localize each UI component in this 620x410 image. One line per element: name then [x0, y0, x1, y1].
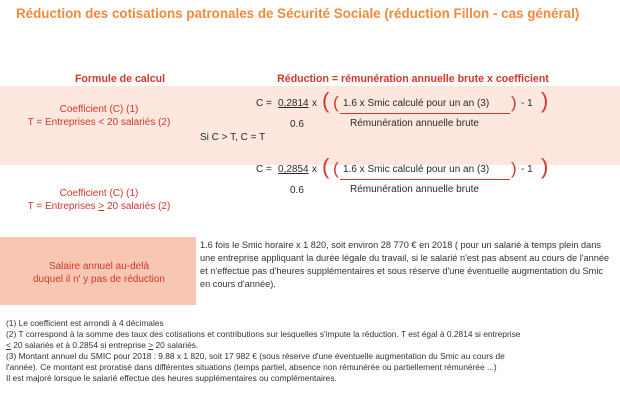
row1-c-prefix: C = [256, 98, 272, 109]
footnote-3c: Il est majoré lorsque le salarié effectue des heures supplémentaires ou complémentaires. [6, 373, 337, 383]
column-header-formula: Formule de calcul [74, 73, 166, 85]
footnote-3b: l'année). Ce montant est proratisé dans différentes situations (temps partiel, absence non rémunérée ou partiellement rémunérée ...) [6, 362, 497, 372]
row2-times: x [312, 164, 317, 175]
footnote-2b: < 20 salariés et à 0.2854 si entreprise > 20 salariés. [6, 340, 199, 350]
row2-coef: 0,2854 [278, 164, 309, 175]
row2-formula: C = 0,2854 x 0.6 ( ( 1.6 x Smic calculé pour un an (3) ) - 1 ) Rémunération annuelle brute [256, 154, 549, 196]
row1-label-line2: T = Entreprises < 20 salariés (2) [27, 117, 171, 128]
page-title: Réduction des cotisations patronales de Sécurité Sociale (réduction Fillon - cas général) [16, 6, 580, 21]
row2-label-line1: Coefficient (C) (1) [59, 188, 139, 199]
footnotes [6, 318, 612, 384]
row1-numerator: 1.6 x Smic calculé pour un an (3) [343, 98, 490, 109]
row2-label-line2: T = Entreprises > 20 salariés (2) [27, 201, 171, 212]
row2-c-prefix: C = [256, 164, 272, 175]
row3-label-line2: duquel il n' y pas de réduction [33, 274, 165, 285]
row1-formula: C = 0,2814 x 0.6 ( ( 1.6 x Smic calculé pour un an (3) ) - 1 ) Rémunération annuelle brute [256, 88, 549, 130]
row3-label-line1: Salaire annuel au-delà [48, 261, 150, 272]
footnote-2a: (2) T correspond à la somme des taux des cotisations et contributions sur lesquelles s'impute la réduction. T est égal à 0.2814 si entreprise [6, 329, 521, 339]
row2-numerator: 1.6 x Smic calculé pour un an (3) [343, 164, 490, 175]
row1-label [6, 103, 192, 129]
footnote-1: (1) Le coefficient est arrondi à 4 décimales [6, 318, 164, 328]
row3-description: 1.6 fois le Smic horaire x 1 820, soit environ 28 770 € en 2018 ( pour un salarié à temps plein dans une entreprise appliquant la durée légale du travail, si le salarié n'est pas absent au cours de l'année et n'effectue pas d'heures supplémentaires et sous réserve d'une éventuelle augmentation du Smic en cours d'année). [200, 240, 610, 289]
row1-denominator: 0.6 [290, 119, 304, 130]
row1-times: x [312, 98, 317, 109]
row1-label-line1: Coefficient (C) (1) [59, 104, 139, 115]
row1-frac-denominator: Rémunération annuelle brute [350, 118, 479, 129]
row2-denominator: 0.6 [290, 185, 304, 196]
row3-label [6, 260, 192, 286]
condition-text: Si C > T, C = T [200, 132, 266, 143]
row2-label [6, 187, 192, 213]
row1-coef: 0,2814 [278, 98, 309, 109]
row1-minus-one: - 1 [521, 98, 533, 109]
row2-frac-denominator: Rémunération annuelle brute [350, 184, 479, 195]
footnote-3a: (3) Montant annuel du SMIC pour 2018 : 9.88 x 1 820, soit 17 982 € (sous réserve d'une éventuelle augmentation du Smic au cours de [6, 351, 505, 361]
row2-minus-one: - 1 [521, 164, 533, 175]
column-header-reduction: Réduction = rémunération annuelle brute x coefficient [277, 73, 549, 85]
